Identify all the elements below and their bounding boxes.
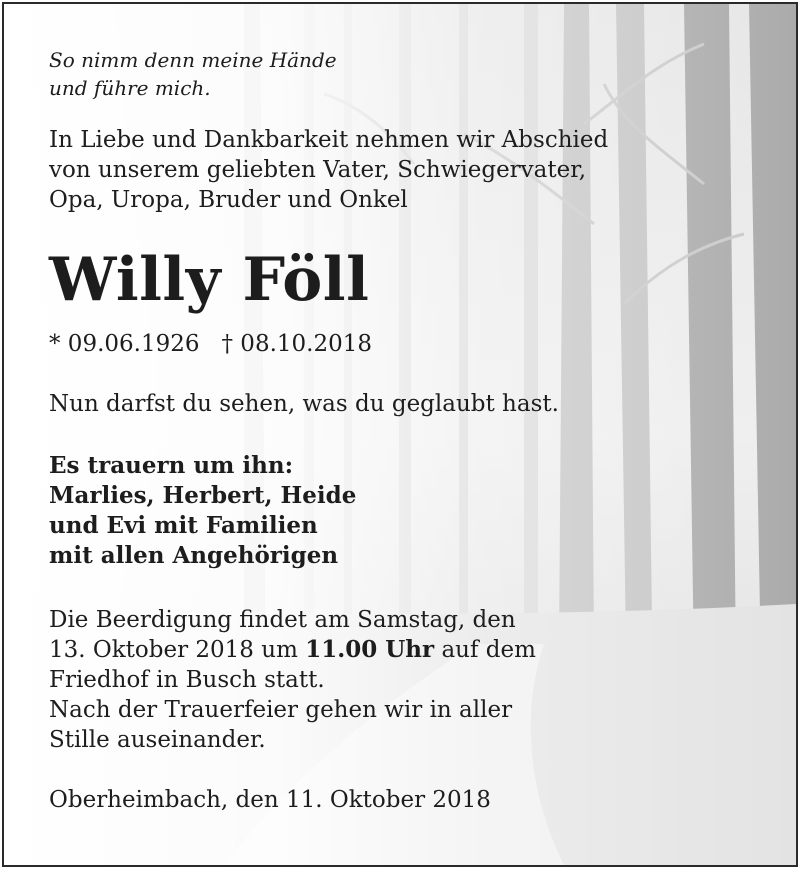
funeral-line [49, 635, 646, 665]
intro-line: In Liebe und Dankbarkeit nehmen wir Abschied [49, 127, 609, 153]
deceased-name: Willy Föll [49, 245, 370, 315]
death-date: † 08.10.2018 [221, 331, 372, 357]
farewell-intro [49, 125, 646, 215]
funeral-line: Die Beerdigung findet am Samstag, den [49, 607, 516, 633]
place-and-date: Oberheimbach, den 11. Oktober 2018 [49, 787, 491, 813]
mourners-list [49, 451, 646, 571]
motto-quote [49, 46, 646, 102]
mourners-line: mit allen Angehörigen [49, 542, 339, 569]
notice-text [49, 46, 646, 815]
bible-verse: Nun darfst du sehen, was du geglaubt hast. [49, 391, 559, 417]
birth-date: * 09.06.1926 [49, 331, 200, 357]
mourners-line: Marlies, Herbert, Heide [49, 482, 357, 509]
funeral-line: Stille auseinander. [49, 727, 266, 753]
mourners-line: Es trauern um ihn: [49, 452, 294, 479]
intro-line: Opa, Uropa, Bruder und Onkel [49, 187, 408, 213]
mourners-line: und Evi mit Familien [49, 512, 318, 539]
intro-line: von unserem geliebten Vater, Schwiegervater, [49, 157, 587, 183]
motto-line: und führe mich. [49, 76, 211, 100]
motto-line: So nimm denn meine Hände [49, 48, 337, 72]
obituary-notice [2, 2, 798, 867]
funeral-date-text: 13. Oktober 2018 um [49, 637, 306, 663]
funeral-time: 11.00 Uhr [305, 636, 435, 663]
life-dates [49, 329, 646, 359]
funeral-details [49, 605, 646, 755]
funeral-line: Friedhof in Busch statt. [49, 667, 325, 693]
funeral-date-text-end: auf dem [434, 637, 536, 663]
funeral-line: Nach der Trauerfeier gehen wir in aller [49, 697, 513, 723]
